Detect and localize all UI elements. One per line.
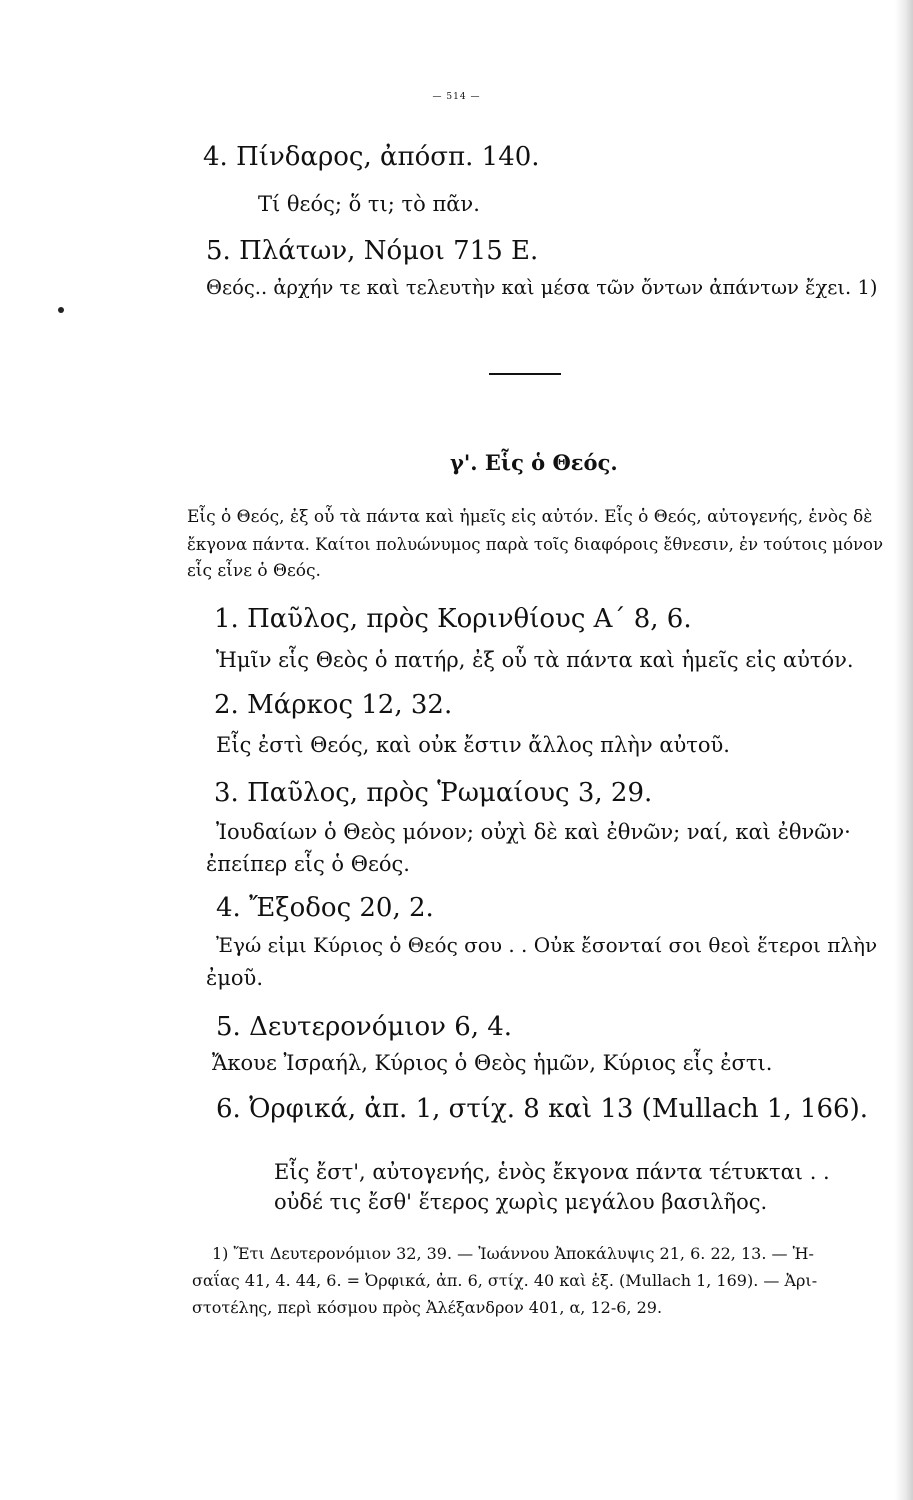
item-5-heading: 5. Πλάτων, Νόμοι 715 Ε. <box>206 236 539 266</box>
item-2-heading: 2. Μάρκος 12, 32. <box>214 690 453 720</box>
page-number: — 514 — <box>432 92 481 102</box>
footnote-line-3: στοτέλης, περὶ κόσμου πρὸς Ἀλέξανδρον 401, α, 12-6, 29. <box>192 1298 663 1317</box>
item-5b-heading: 5. Δευτερονόμιον 6, 4. <box>216 1012 513 1042</box>
verse-line-2: οὐδέ τις ἔσθ' ἕτερος χωρὶς μεγάλου βασιλῆος. <box>274 1190 768 1214</box>
intro-line-2: ἔκγονα πάντα. Καίτοι πολυώνυμος παρὰ τοῖς διαφόροις ἔθνεσιν, ἐν τούτοις μόνον <box>187 535 884 554</box>
item-4b-line-1: Ἐγώ εἰμι Κύριος ὁ Θεός σου . . Οὐκ ἔσονταί σοι θεοὶ ἕτεροι πλὴν <box>216 933 878 957</box>
ink-speck <box>58 307 64 313</box>
item-4b-line-2: ἐμοῦ. <box>206 966 264 990</box>
section-title: γ'. Εἷς ὁ Θεός. <box>450 450 618 475</box>
item-3-line-1: Ἰουδαίων ὁ Θεὸς μόνον; οὐχὶ δὲ καὶ ἐθνῶν; ναί, καὶ ἐθνῶν· <box>216 820 851 844</box>
intro-line-1: Εἷς ὁ Θεός, ἐξ οὗ τὰ πάντα καὶ ἡμεῖς εἰς αὐτόν. Εἷς ὁ Θεός, αὐτογενής, ἑνὸς δὲ <box>187 507 873 527</box>
item-1-heading: 1. Παῦλος, πρὸς Κορινθίους Α΄ 8, 6. <box>214 604 692 634</box>
item-5b-line-1: Ἄκουε Ἰσραήλ, Κύριος ὁ Θεὸς ἡμῶν, Κύριος εἷς ἐστι. <box>212 1051 773 1075</box>
item-6-heading: 6. Ὀρφικά, ἀπ. 1, στίχ. 8 καὶ 13 (Mullach 1, 166). <box>216 1094 869 1124</box>
item-4-heading: 4. Πίνδαρος, ἀπόσπ. 140. <box>203 142 540 172</box>
item-1-line-1: Ἡμῖν εἷς Θεὸς ὁ πατήρ, ἐξ οὗ τὰ πάντα καὶ ἡμεῖς εἰς αὐτόν. <box>216 648 854 672</box>
footnote-line-1: 1) Ἔτι Δευτερονόμιον 32, 39. — Ἰωάννου Ἀποκάλυψις 21, 6. 22, 13. — Ἡ- <box>212 1244 814 1263</box>
item-5-text: Θεός.. ἀρχήν τε καὶ τελευτὴν καὶ μέσα τῶν ὄντων ἀπάντων ἔχει. 1) <box>206 276 878 299</box>
verse-line-1: Εἷς ἔστ', αὐτογενής, ἑνὸς ἔκγονα πάντα τέτυκται . . <box>274 1160 830 1184</box>
footnote-line-2: σαΐας 41, 4. 44, 6. = Ὀρφικά, ἀπ. 6, στίχ. 40 καὶ ἑξ. (Mullach 1, 169). — Ἀρι- <box>192 1271 818 1290</box>
item-4b-heading: 4. Ἔξοδος 20, 2. <box>216 893 434 923</box>
item-2-line-1: Εἷς ἐστὶ Θεός, καὶ οὐκ ἔστιν ἄλλος πλὴν αὐτοῦ. <box>216 733 730 757</box>
section-divider <box>489 373 561 375</box>
page-edge-shadow <box>895 0 913 1500</box>
item-3-heading: 3. Παῦλος, πρὸς Ῥωμαίους 3, 29. <box>214 778 653 808</box>
item-3-line-2: ἐπείπερ εἷς ὁ Θεός. <box>206 852 410 876</box>
intro-line-3: εἷς εἶνε ὁ Θεός. <box>187 561 321 581</box>
item-4-text: Τί θεός; ὅ τι; τὸ πᾶν. <box>258 192 480 216</box>
